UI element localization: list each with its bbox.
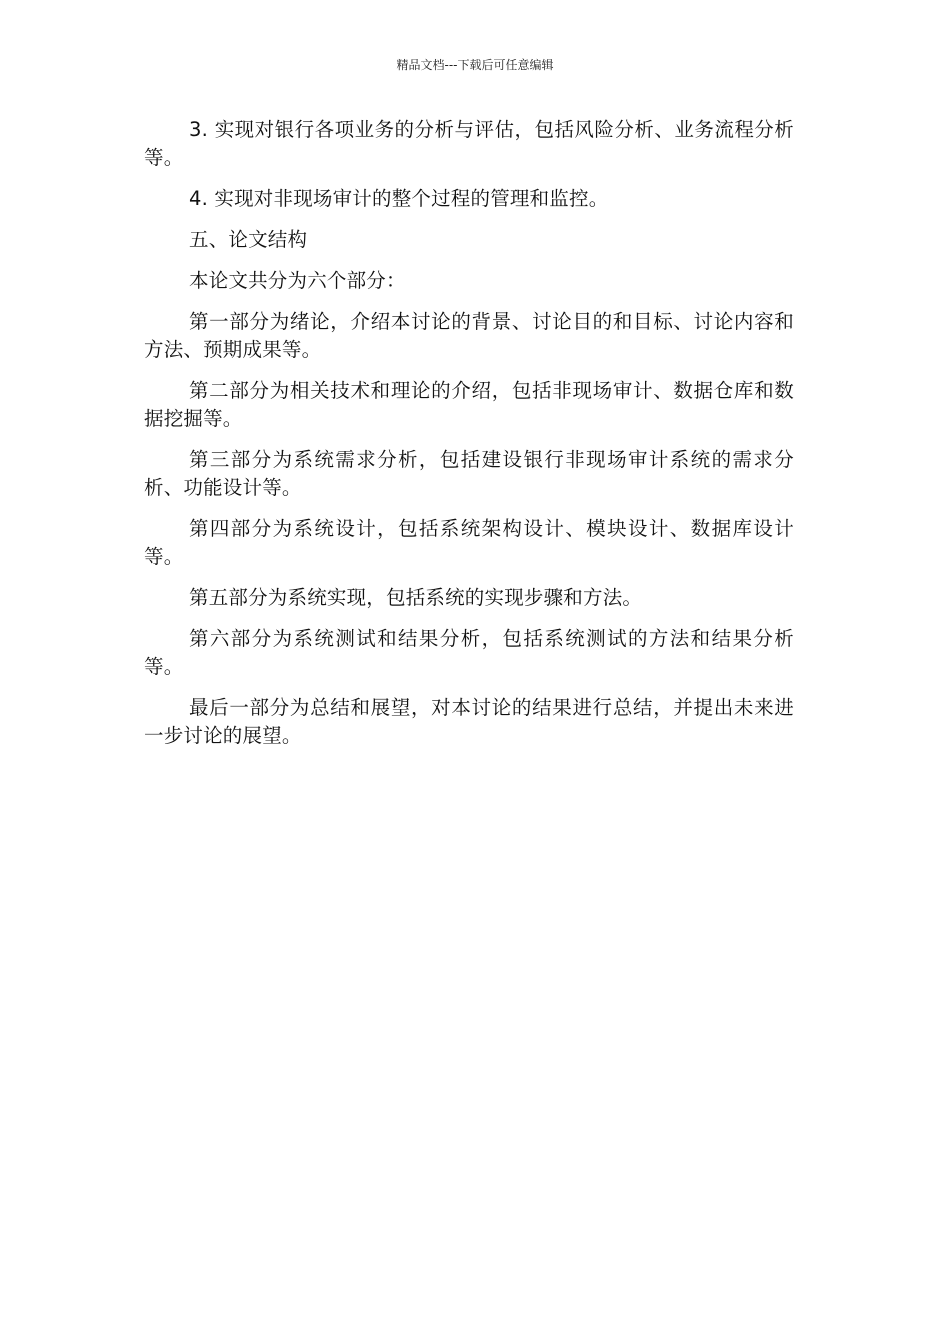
paragraph-final-part: 最后一部分为总结和展望，对本讨论的结果进行总结，并提出未来进一步讨论的展望。 xyxy=(144,696,794,747)
paragraph-part-one: 第一部分为绪论，介绍本讨论的背景、讨论目的和目标、讨论内容和方法、预期成果等。 xyxy=(144,310,794,361)
paragraph-structure-intro: 本论文共分为六个部分： xyxy=(189,269,406,292)
section-heading-thesis-structure: 五、论文结构 xyxy=(189,228,308,251)
paragraph-part-five: 第五部分为系统实现，包括系统的实现步骤和方法。 xyxy=(189,586,643,609)
paragraph-part-four: 第四部分为系统设计，包括系统架构设计、模块设计、数据库设计等。 xyxy=(144,517,794,568)
document-body xyxy=(144,116,794,763)
paragraph-item-3: 3. 实现对银行各项业务的分析与评估，包括风险分析、业务流程分析等。 xyxy=(144,118,794,169)
page-header: 精品文档---下载后可任意编辑 xyxy=(396,58,554,72)
paragraph-part-six: 第六部分为系统测试和结果分析，包括系统测试的方法和结果分析等。 xyxy=(144,627,794,678)
paragraph-part-two: 第二部分为相关技术和理论的介绍，包括非现场审计、数据仓库和数据挖掘等。 xyxy=(144,379,794,430)
paragraph-item-4: 4. 实现对非现场审计的整个过程的管理和监控。 xyxy=(189,187,609,210)
paragraph-part-three: 第三部分为系统需求分析，包括建设银行非现场审计系统的需求分析、功能设计等。 xyxy=(144,448,794,499)
